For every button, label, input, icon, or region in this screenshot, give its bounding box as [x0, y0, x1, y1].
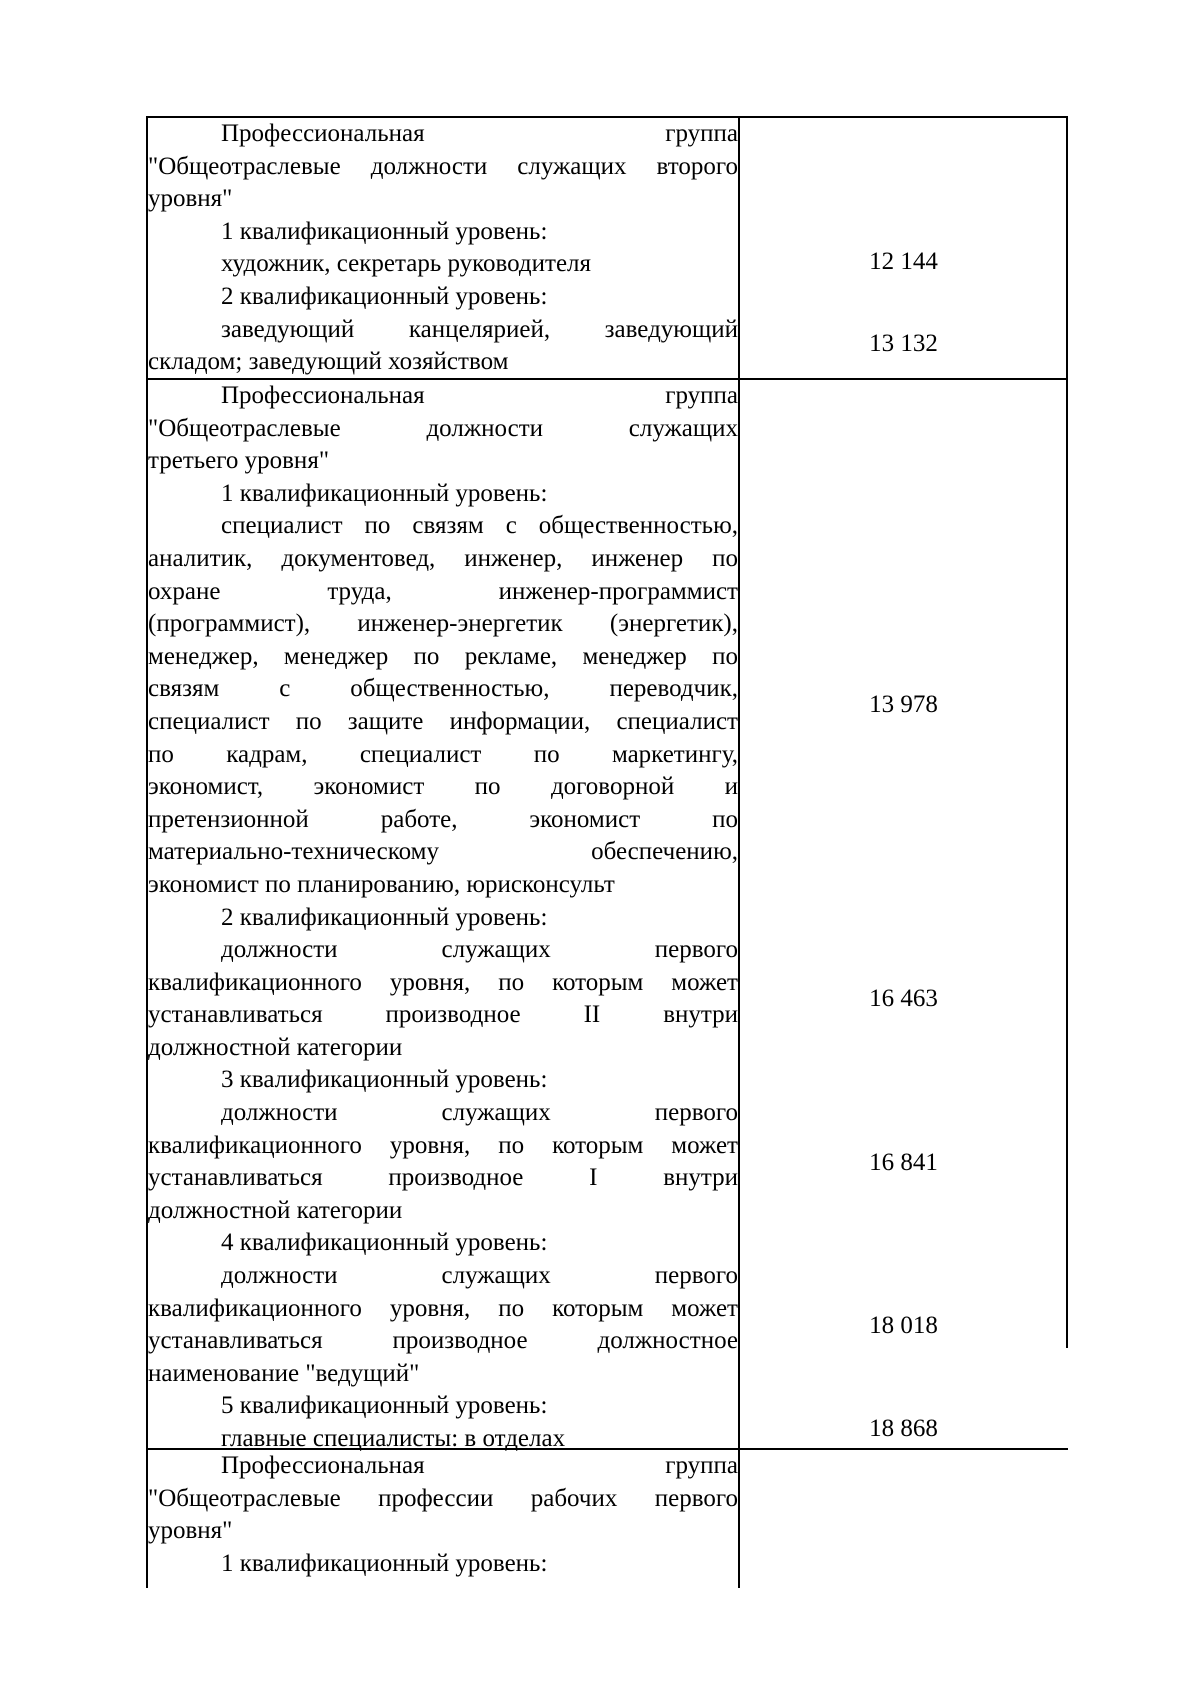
word: должности [370, 152, 488, 180]
text-line [148, 1483, 738, 1516]
word: переводчик, [609, 675, 738, 703]
text-line: 5 квалификационный уровень: [221, 1392, 548, 1420]
word: кадрам, [226, 740, 308, 768]
word: специалист [359, 740, 482, 768]
text-line [148, 1260, 738, 1293]
salary-value: 16 841 [869, 1149, 938, 1176]
word: охране [148, 577, 221, 605]
word: служащих [517, 152, 627, 180]
word: специалист [616, 707, 738, 735]
word: уровня, [389, 968, 471, 996]
word: документовед, [281, 544, 436, 572]
text-line: наименование "ведущий" [148, 1359, 420, 1387]
word: информации, [449, 707, 591, 735]
text-line: художник, секретарь руководителя [221, 250, 592, 278]
word: (программист), [148, 610, 311, 638]
word: первого [654, 1099, 738, 1127]
word: канцелярией, [408, 315, 551, 343]
word: "Общеотраслевые [148, 152, 341, 180]
word: Профессиональная [221, 382, 425, 409]
word: Профессиональная [221, 120, 425, 147]
word: группа [665, 382, 738, 409]
word: II [583, 1001, 601, 1029]
text-line: экономист по планированию, юрисконсульт [148, 870, 615, 898]
text-line: 2 квалификационный уровень: [221, 282, 548, 310]
word: по [364, 512, 391, 540]
word: защите [347, 707, 424, 735]
word: материально-техническому [148, 838, 439, 866]
word: уровня, [389, 1131, 471, 1159]
salary-value: 12 144 [869, 248, 938, 275]
text-line [148, 836, 738, 869]
word: экономист [529, 805, 641, 833]
text-line [148, 510, 738, 543]
text-line [148, 413, 738, 446]
text-line [148, 118, 738, 151]
word: менеджер [582, 642, 687, 670]
word: по [295, 707, 322, 735]
word: первого [654, 1262, 738, 1290]
text-line: главные специалисты: в отделах [221, 1425, 566, 1452]
word: экономист, [148, 773, 264, 801]
word: менеджер, [148, 642, 259, 670]
word: первого [654, 1484, 738, 1512]
word: которым [552, 968, 644, 996]
text-line [148, 543, 738, 576]
word: внутри [663, 1001, 738, 1029]
text-line [148, 804, 738, 837]
word: может [671, 1294, 738, 1322]
word: служащих [628, 414, 738, 442]
word: служащих [441, 1099, 551, 1127]
text-line: 3 квалификационный уровень: [221, 1066, 548, 1094]
word: внутри [663, 1164, 738, 1192]
word: маркетингу, [611, 740, 738, 768]
word: первого [654, 936, 738, 964]
word: по [533, 740, 560, 768]
word: (энергетик), [609, 610, 738, 638]
word: по [148, 740, 174, 768]
text-line: 2 квалификационный уровень: [221, 903, 548, 931]
word: I [589, 1164, 598, 1192]
word: по [498, 968, 525, 996]
word: квалификационного [148, 1131, 362, 1159]
word: по [712, 642, 738, 670]
word: квалификационного [148, 1294, 362, 1322]
word: служащих [441, 1262, 551, 1290]
salary-value: 18 868 [869, 1415, 938, 1442]
word: связям [148, 675, 220, 703]
text-line [148, 1325, 738, 1358]
text-line [148, 673, 738, 706]
word: по [413, 642, 440, 670]
word: специалист [148, 707, 270, 735]
word: устанавливаться [148, 1164, 323, 1192]
word: квалификационного [148, 968, 362, 996]
text-line [148, 1450, 738, 1483]
text-line [148, 999, 738, 1032]
word: второго [656, 152, 738, 180]
word: по [474, 773, 501, 801]
word: по [712, 544, 738, 572]
word: группа [665, 1452, 738, 1479]
text-line: уровня" [148, 185, 233, 213]
word: устанавливаться [148, 1001, 323, 1029]
word: которым [552, 1294, 644, 1322]
word: рабочих [530, 1484, 618, 1512]
word: связям [412, 512, 484, 540]
word: общественностью, [538, 512, 738, 540]
salary-value: 13 978 [869, 691, 938, 718]
text-line [148, 771, 738, 804]
word: должности [221, 1262, 338, 1290]
word: заведующий [604, 315, 738, 343]
word: с [279, 675, 291, 703]
text-line: уровня" [148, 1517, 233, 1545]
word: по [498, 1294, 525, 1322]
salary-value: 16 463 [869, 985, 938, 1012]
table-border-right [1066, 116, 1068, 1348]
word: производное [385, 1001, 521, 1029]
text-line [148, 739, 738, 772]
text-line [148, 576, 738, 609]
word: может [671, 968, 738, 996]
word: "Общеотраслевые [148, 1484, 341, 1512]
word: "Общеотраслевые [148, 414, 341, 442]
text-line: должностной категории [148, 1033, 403, 1061]
word: заведующий [221, 315, 355, 343]
word: экономист [313, 773, 425, 801]
word: которым [552, 1131, 644, 1159]
word: с [505, 512, 517, 540]
text-line [148, 1130, 738, 1163]
text-line [148, 380, 738, 413]
column-divider [738, 116, 740, 1588]
word: может [671, 1131, 738, 1159]
text-line: 1 квалификационный уровень: [221, 1549, 548, 1577]
text-line: складом; заведующий хозяйством [148, 348, 509, 376]
word: должности [426, 414, 543, 442]
word: профессии [378, 1484, 494, 1512]
word: группа [665, 120, 738, 147]
word: труда, [327, 577, 392, 605]
text-line [148, 1097, 738, 1130]
text-line [148, 967, 738, 1000]
text-line: 1 квалификационный уровень: [221, 479, 548, 507]
word: общественностью, [350, 675, 550, 703]
word: обеспечению, [591, 838, 738, 866]
text-line [148, 1162, 738, 1195]
word: устанавливаться [148, 1327, 323, 1355]
word: инженер, [464, 544, 563, 572]
row-description-cell [148, 380, 738, 1456]
word: служащих [441, 936, 551, 964]
word: должности [221, 936, 338, 964]
text-line [148, 151, 738, 184]
word: инженер-программист [498, 577, 738, 605]
word: должности [221, 1099, 338, 1127]
word: по [498, 1131, 525, 1159]
word: должностное [597, 1327, 738, 1355]
salary-value: 13 132 [869, 330, 938, 357]
text-line [148, 706, 738, 739]
word: рекламе, [464, 642, 558, 670]
word: инженер-энергетик [357, 610, 563, 638]
text-line [148, 314, 738, 347]
row-description-cell [148, 118, 738, 379]
text-line: должностной категории [148, 1196, 403, 1224]
text-line: третьего уровня" [148, 447, 330, 475]
word: специалист [221, 512, 343, 540]
text-line [148, 1293, 738, 1326]
word: производное [392, 1327, 528, 1355]
word: производное [388, 1164, 524, 1192]
text-line [148, 608, 738, 641]
word: менеджер [283, 642, 389, 670]
text-line: 1 квалификационный уровень: [221, 217, 548, 245]
word: и [724, 773, 738, 801]
word: уровня, [389, 1294, 471, 1322]
text-line: 4 квалификационный уровень: [221, 1229, 548, 1257]
row-description-cell [148, 1450, 738, 1580]
word: Профессиональная [221, 1452, 425, 1479]
word: инженер [591, 544, 684, 572]
salary-value: 18 018 [869, 1312, 938, 1339]
word: договорной [550, 773, 675, 801]
word: аналитик, [148, 544, 253, 572]
text-line [148, 641, 738, 674]
word: по [712, 805, 738, 833]
word: работе, [380, 805, 458, 833]
word: претензионной [148, 805, 309, 833]
text-line [148, 934, 738, 967]
salary-table [146, 116, 1068, 1588]
